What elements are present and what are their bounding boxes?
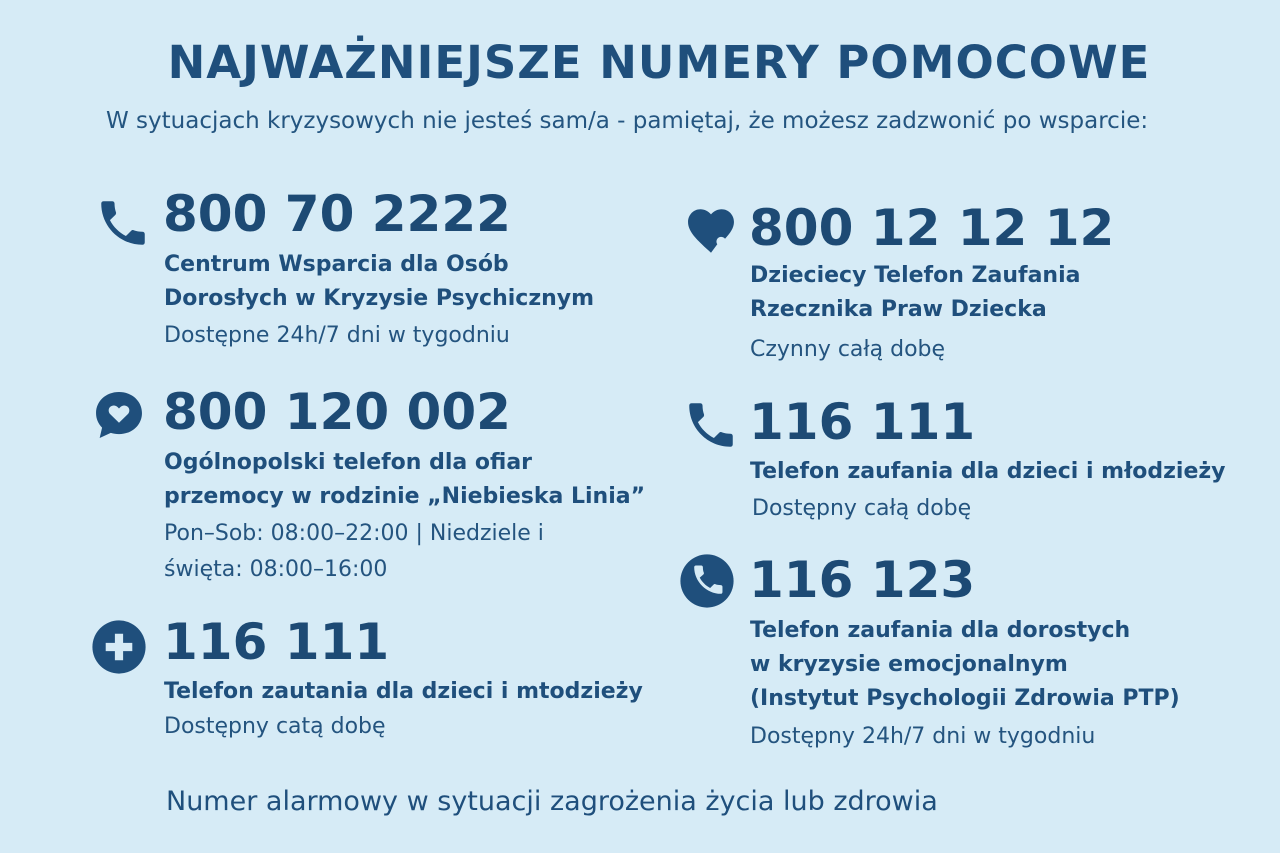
helpline-hours: Pon–Sob: 08:00–22:00 | Niedziele i [164, 521, 544, 546]
heart-chat-icon [90, 386, 148, 444]
phone-icon [94, 194, 152, 252]
helpline-name: Ogólnopolski telefon dla ofiar [164, 450, 533, 475]
phone-circle-icon [678, 552, 736, 610]
helpline-number[interactable]: 800 70 2222 [163, 185, 511, 243]
helpline-number[interactable]: 116 111 [749, 393, 976, 451]
helpline-name: Telefon zaufania dla dorostych [750, 618, 1131, 643]
phone-icon [682, 396, 740, 454]
heart-icon [682, 202, 740, 260]
plus-icon [90, 618, 148, 676]
helpline-name: Centrum Wsparcia dla Osób [164, 252, 509, 277]
helpline-number[interactable]: 800 120 002 [163, 383, 511, 441]
footer-text: Numer alarmowy w sytuacji zagrożenia życia lub zdrowia [166, 786, 938, 817]
helpline-name: Rzecznika Praw Dziecka [750, 297, 1047, 322]
page-subtitle: W sytuacjach kryzysowych nie jesteś sam/a - pamiętaj, że możesz zadzwonić po wsparcie: [106, 108, 1149, 134]
helpline-hours: Dostępny catą dobę [164, 714, 386, 739]
helpline-hours: Dostępny całą dobę [752, 496, 972, 521]
helpline-number[interactable]: 800 12 12 12 [749, 199, 1115, 257]
helpline-name: Telefon zautania dla dzieci i mtodzieży [164, 679, 643, 704]
page-title: NAJWAŻNIEJSZE NUMERY POMOCOWE [167, 36, 1151, 89]
helpline-hours: Dostępne 24h/7 dni w tygodniu [164, 323, 510, 348]
helpline-hours: święta: 08:00–16:00 [164, 557, 388, 582]
helpline-name: w kryzysie emocjonalnym [750, 652, 1068, 677]
helpline-name: (Instytut Psychologii Zdrowia PTP) [750, 686, 1180, 711]
helpline-hours: Czynny całą dobę [750, 337, 946, 362]
helpline-name: przemocy w rodzinie „Niebieska Linia” [164, 484, 646, 509]
helpline-hours: Dostępny 24h/7 dni w tygodniu [750, 724, 1096, 749]
helpline-number[interactable]: 116 111 [163, 613, 390, 671]
helpline-name: Dorosłych w Kryzysie Psychicznym [164, 286, 595, 311]
helpline-number[interactable]: 116 123 [749, 551, 976, 609]
helpline-name: Telefon zaufania dla dzieci i młodzieży [750, 459, 1226, 484]
helpline-name: Dzieciecy Telefon Zaufania [750, 263, 1081, 288]
